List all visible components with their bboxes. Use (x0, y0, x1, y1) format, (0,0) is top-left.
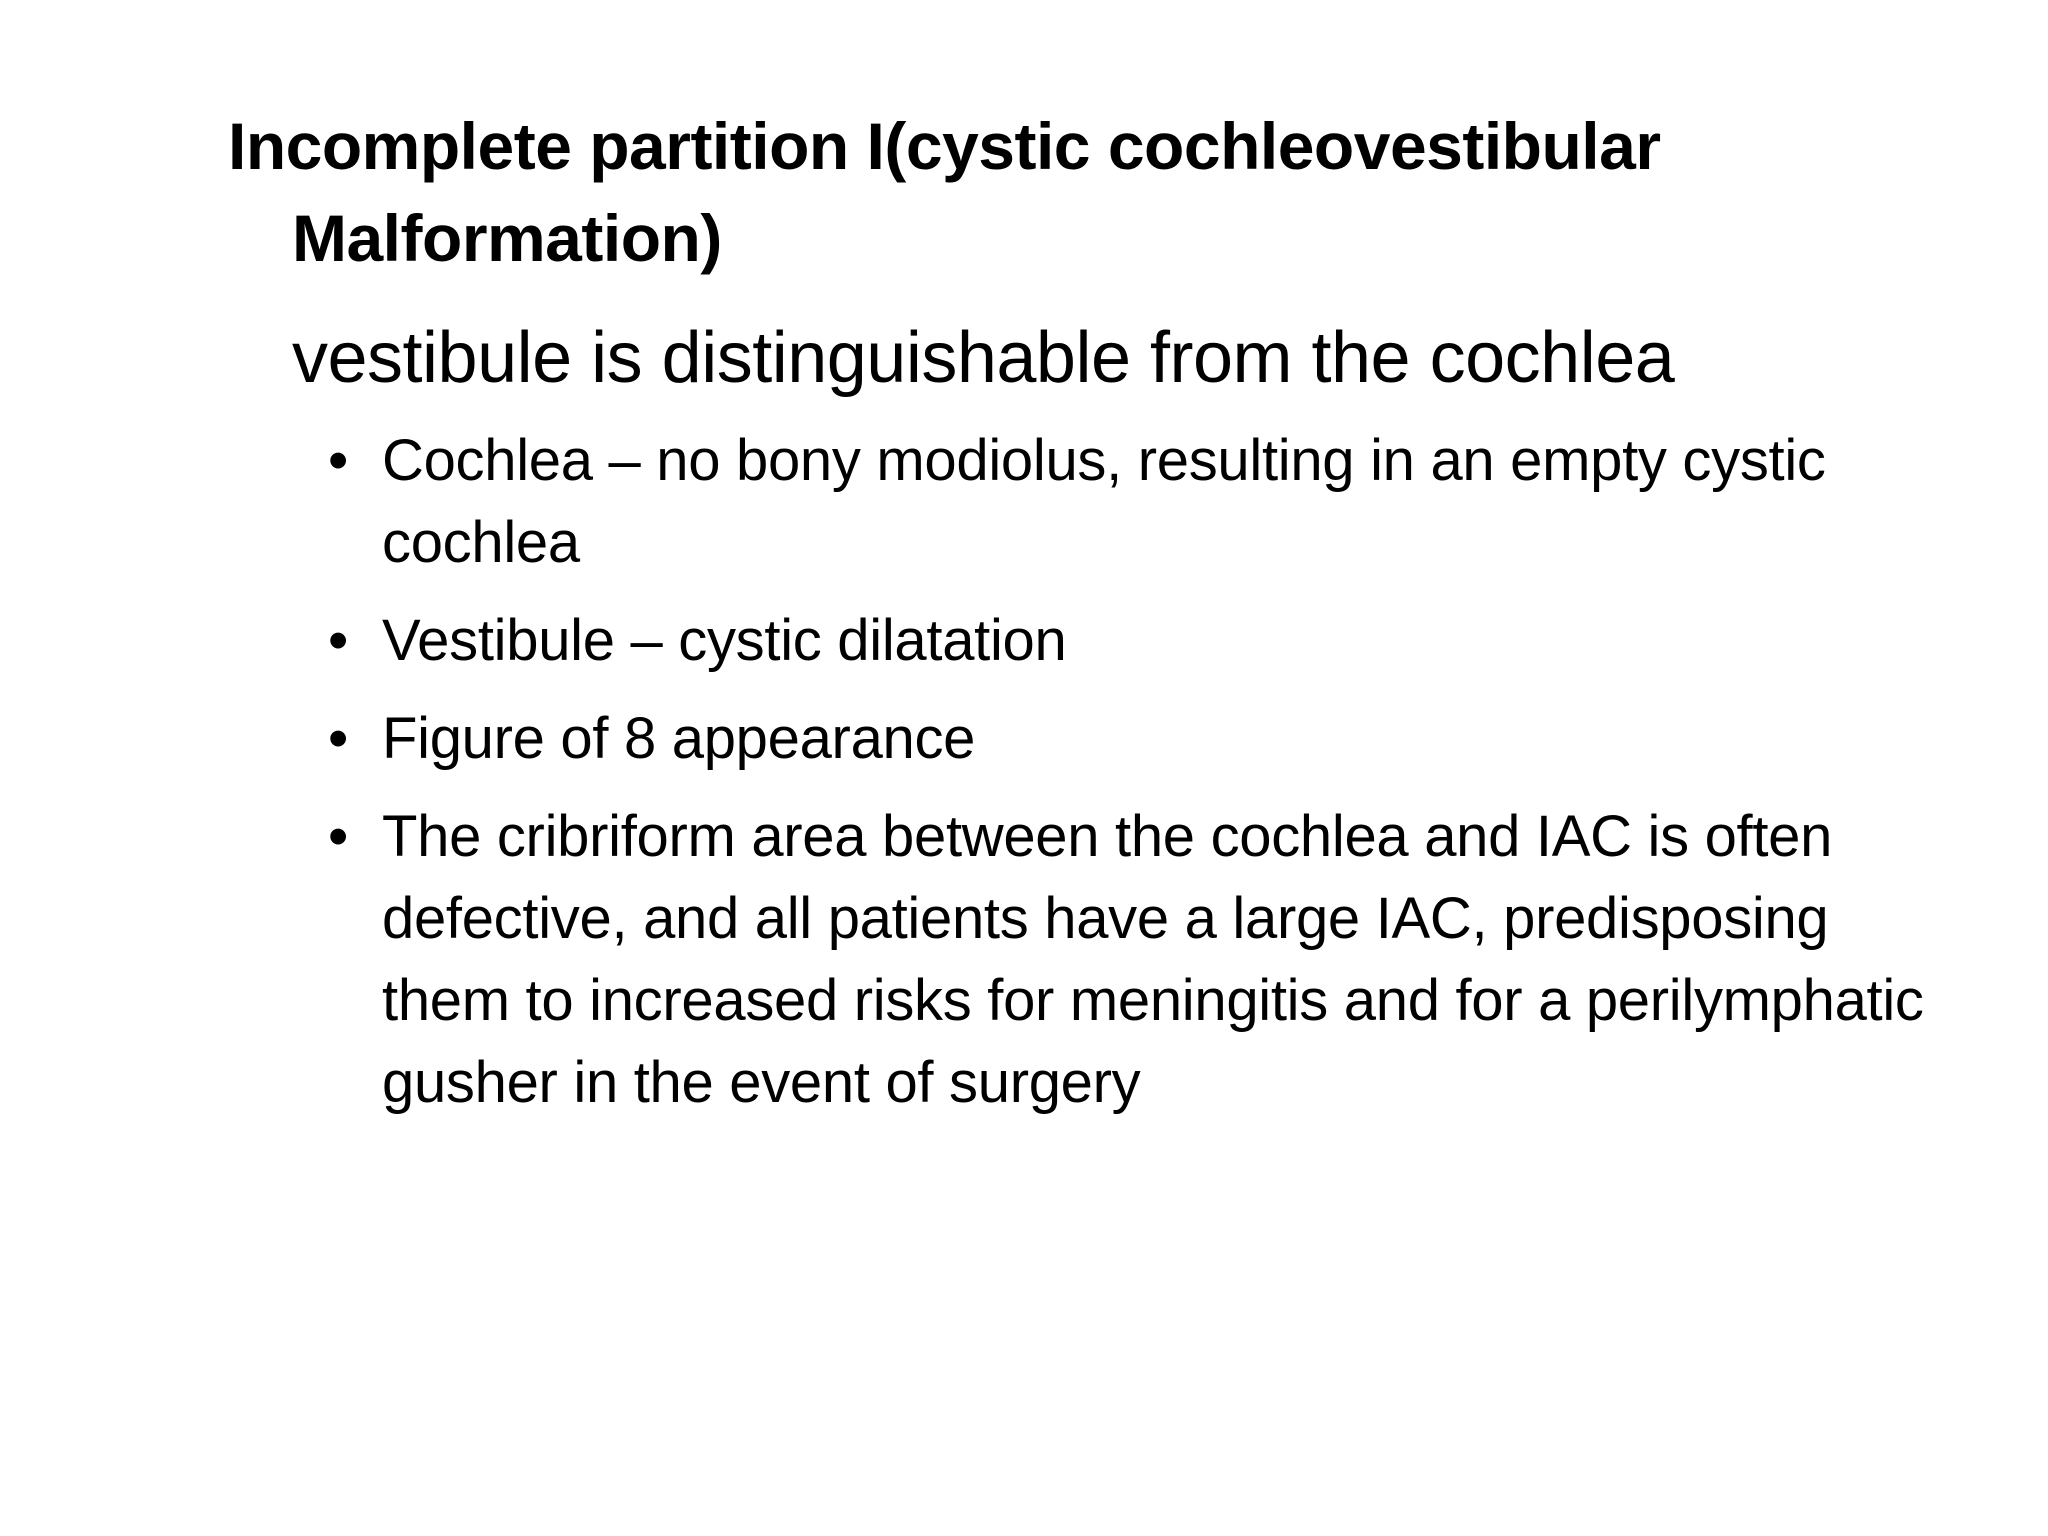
bullet-text: Figure of 8 appearance (382, 706, 976, 771)
slide-subtitle: vestibule is distinguishable from the cochlea (292, 318, 1675, 398)
bullet-item (328, 420, 1948, 584)
bullet-icon: • (328, 706, 349, 771)
bullet-icon: • (328, 608, 349, 673)
bullet-text: Vestibule – cystic dilatation (382, 608, 1067, 673)
bullet-text: Cochlea – no bony modiolus, resulting in an empty cystic cochlea (382, 428, 1826, 575)
bullet-icon: • (328, 428, 349, 493)
slide-title: Incomplete partition I(cystic cochleovestibular Malformation) (228, 109, 1661, 275)
bullet-list (328, 420, 1948, 1124)
bullet-text: The cribriform area between the cochlea and IAC is often defective, and all patients have a large IAC, predisposing them to increased risks for meningitis and for a perilymphatic gusher in the event of surgery (382, 804, 1924, 1115)
bullet-item (328, 600, 1948, 682)
bullet-item (328, 698, 1948, 780)
bullet-item (328, 796, 1948, 1124)
bullet-icon: • (328, 804, 349, 869)
